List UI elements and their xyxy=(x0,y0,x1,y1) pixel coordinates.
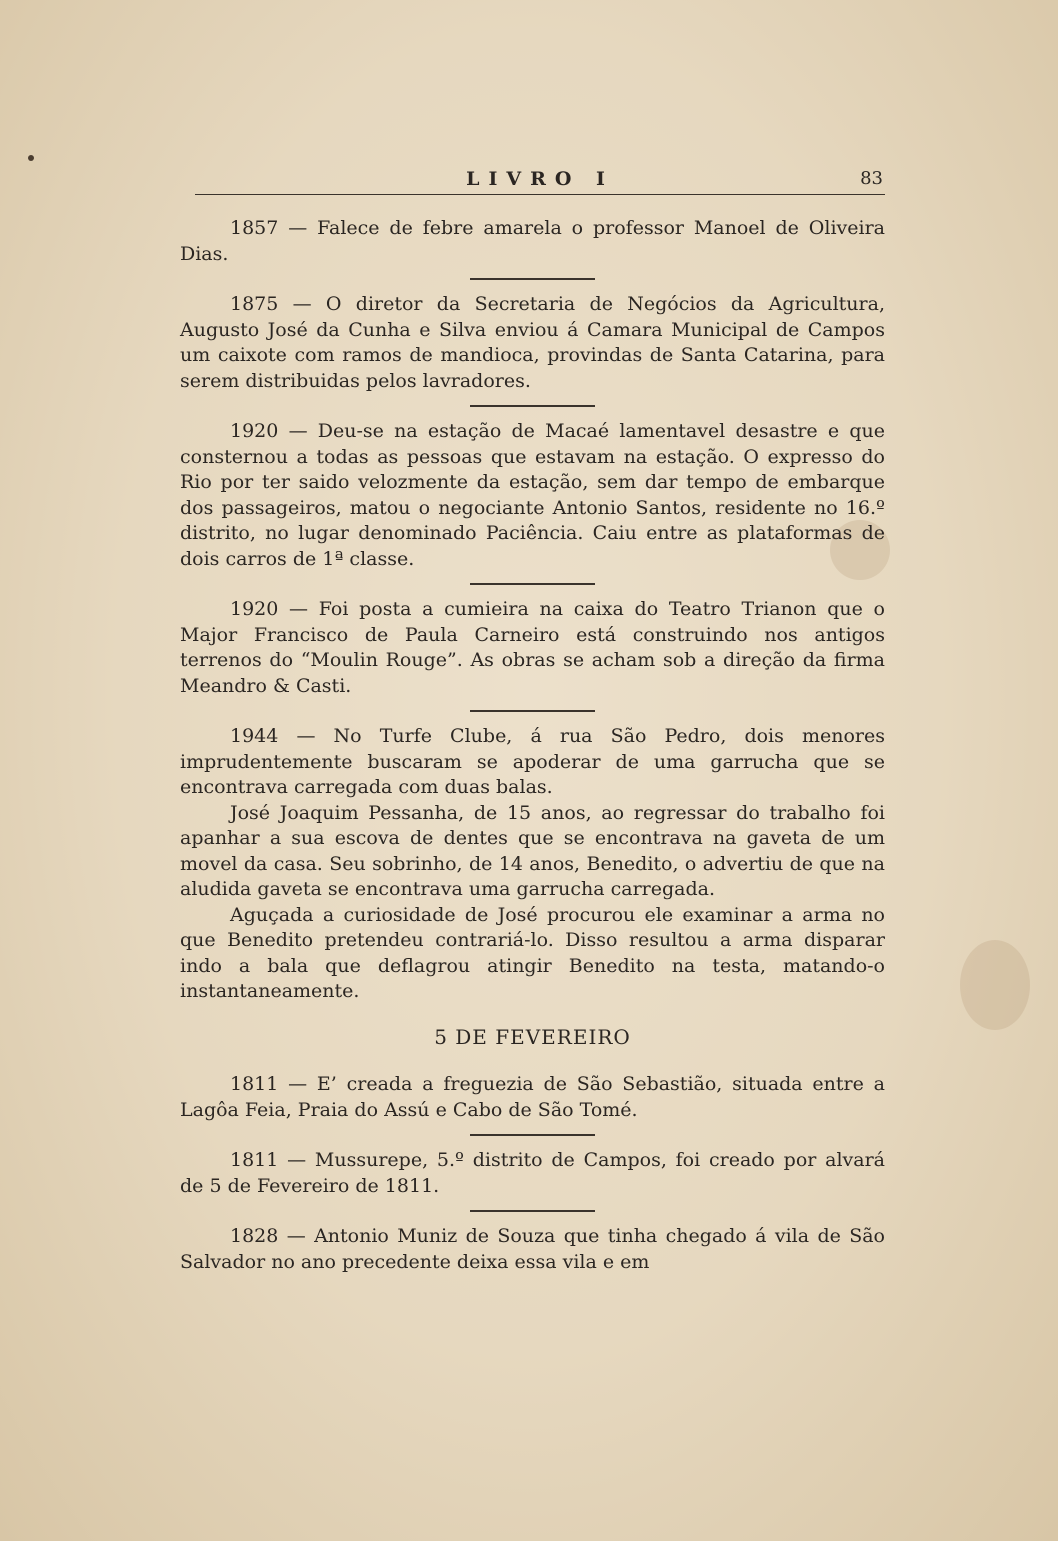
entry-paragraph: 1811 — E’ creada a freguezia de São Sebastião, situada entre a Lagôa Feia, Praia do Assú e Cabo de São Tomé. xyxy=(180,1073,885,1121)
chronicle-entry xyxy=(180,419,885,572)
entry-paragraph: 1920 — Foi posta a cumieira na caixa do Teatro Trianon que o Major Francisco de Paula Carneiro está construindo nos antigos terrenos do “Moulin Rouge”. As obras se acham sob a direção da firma Meandro & Casti. xyxy=(180,598,885,697)
entry-separator xyxy=(470,710,595,712)
page-header xyxy=(195,164,885,195)
entry-paragraph: José Joaquim Pessanha, de 15 anos, ao regressar do trabalho foi apanhar a sua escova de dentes que se encontrava na gaveta de um movel da casa. Seu sobrinho, de 14 anos, Benedito, o advertiu de que na aludida gaveta se encontrava uma garrucha carregada. xyxy=(180,801,885,900)
page-body xyxy=(180,216,885,1275)
section-heading: 5 DE FEVEREIRO xyxy=(434,1024,631,1049)
chronicle-entry xyxy=(180,292,885,394)
chronicle-entry xyxy=(180,597,885,699)
entry-separator xyxy=(470,405,595,407)
entry-paragraph: Aguçada a curiosidade de José procurou ele examinar a arma no que Benedito pretendeu contrariá-lo. Disso resultou a arma disparar indo a bala que deflagrou atingir Benedito na testa, matando-o instantaneamente. xyxy=(180,903,885,1002)
page-number: 83 xyxy=(860,168,883,189)
entry-separator xyxy=(470,278,595,280)
chronicle-entry xyxy=(180,1224,885,1275)
chronicle-entry xyxy=(180,216,885,267)
entry-paragraph: 1811 — Mussurepe, 5.º distrito de Campos, foi creado por alvará de 5 de Fevereiro de 1811. xyxy=(180,1149,885,1197)
ink-speck xyxy=(28,155,34,161)
chronicle-entry xyxy=(180,1072,885,1123)
entries-after xyxy=(180,1072,885,1275)
entry-separator xyxy=(470,1210,595,1212)
entries-before xyxy=(180,216,885,1005)
entry-separator xyxy=(470,1134,595,1136)
entry-paragraph: 1828 — Antonio Muniz de Souza que tinha chegado á vila de São Salvador no ano precedente deixa essa vila e em xyxy=(180,1225,885,1273)
entry-paragraph: 1944 — No Turfe Clube, á rua São Pedro, dois menores imprudentemente buscaram se apoderar de uma garrucha que se encontrava carregada com duas balas. xyxy=(180,725,885,798)
paper-stain xyxy=(960,940,1030,1030)
entry-separator xyxy=(470,583,595,585)
chronicle-entry xyxy=(180,724,885,1005)
entry-paragraph: 1875 — O diretor da Secretaria de Negócios da Agricultura, Augusto José da Cunha e Silva enviou á Camara Municipal de Campos um caixote com ramos de mandioca, provindas de Santa Catarina, para serem distribuidas pelos lavradores. xyxy=(180,293,885,392)
running-title: LIVRO I xyxy=(466,168,614,190)
chronicle-entry xyxy=(180,1148,885,1199)
entry-paragraph: 1920 — Deu-se na estação de Macaé lamentavel desastre e que consternou a todas as pessoas que estavam na estação. O expresso do Rio por ter saido velozmente da estação, sem dar tempo de embarque dos passageiros, matou o negociante Antonio Santos, residente no 16.º distrito, no lugar denominado Paciência. Caiu entre as plataformas de dois carros de 1ª classe. xyxy=(180,420,885,570)
entry-paragraph: 1857 — Falece de febre amarela o professor Manoel de Oliveira Dias. xyxy=(180,217,885,265)
